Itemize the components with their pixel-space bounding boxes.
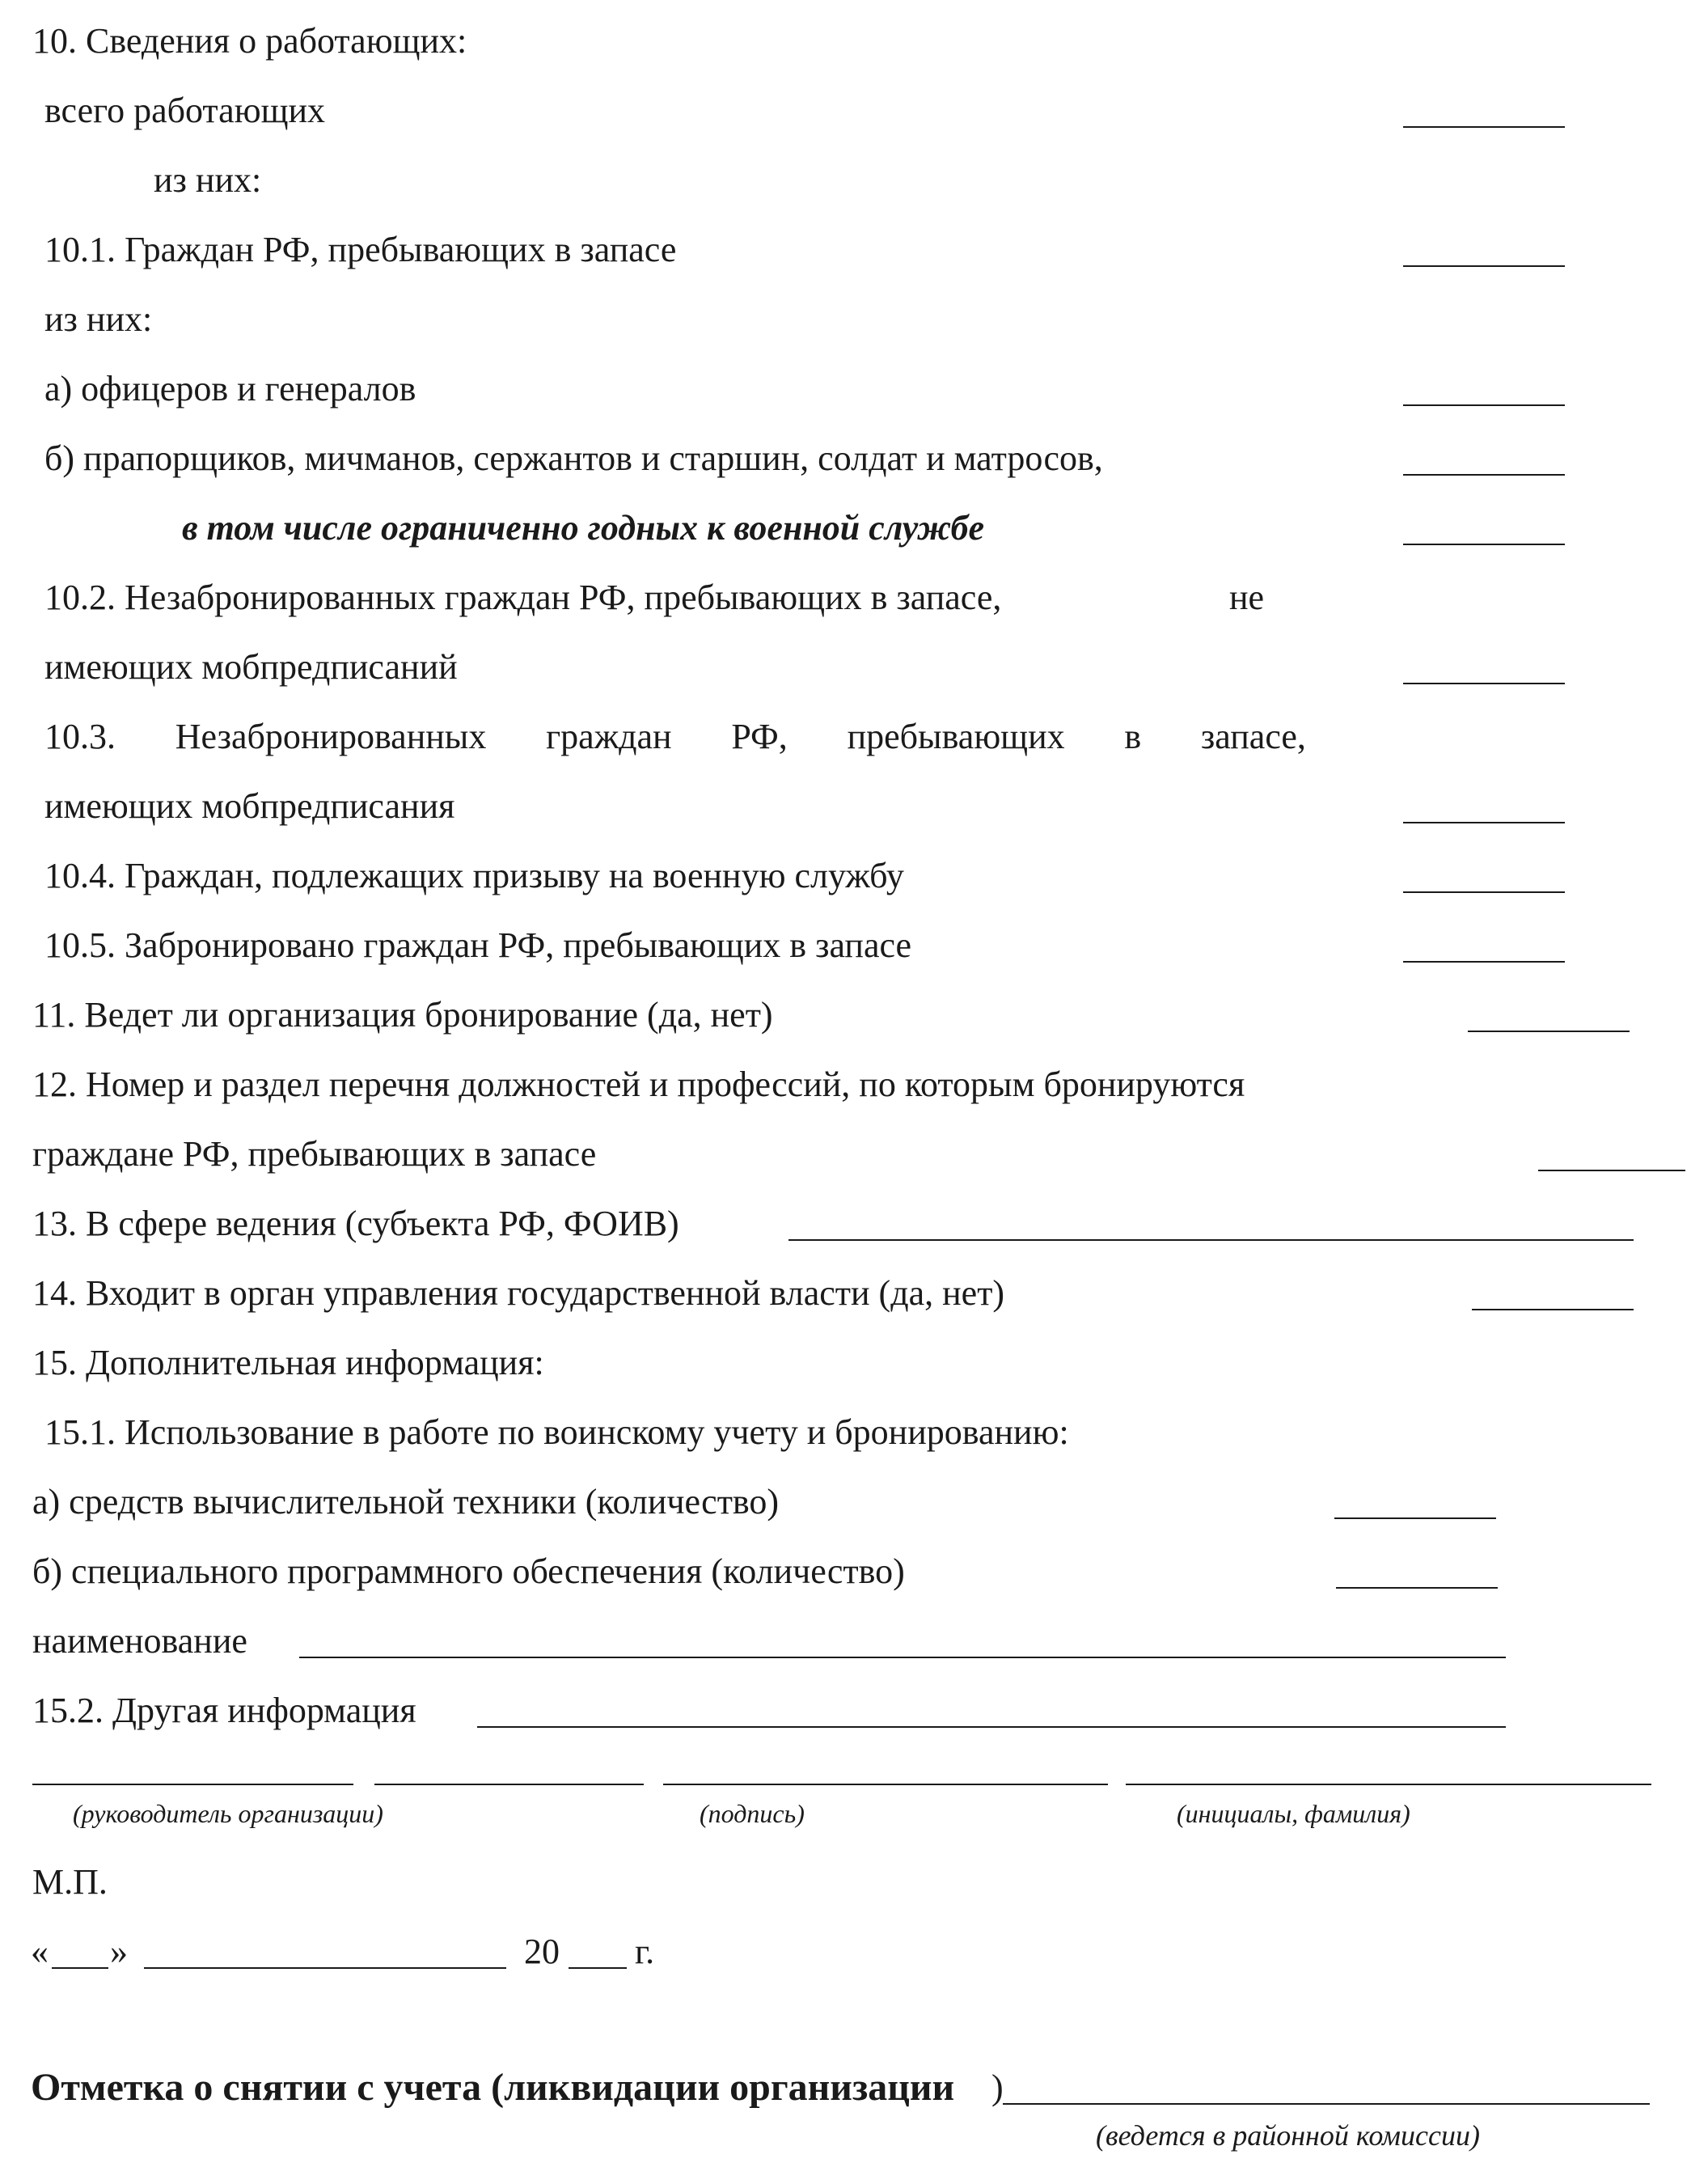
- head-caption: (руководитель организации): [73, 1799, 383, 1828]
- reserved-line: [0, 911, 1691, 980]
- unreserved-no-orders-field[interactable]: [1403, 683, 1565, 684]
- usage-line: [0, 1398, 1691, 1467]
- computers-label: а) средств вычислительной техники (количество): [32, 1482, 780, 1522]
- stamp-label: М.П.: [32, 1862, 108, 1902]
- word: запасе,: [1200, 717, 1306, 756]
- date-line: [0, 1917, 1691, 1987]
- limited-fit-line: [0, 493, 1691, 563]
- sphere-field[interactable]: [788, 1239, 1634, 1241]
- usage-label: 15.1. Использование в работе по воинскому учету и бронированию:: [44, 1412, 1069, 1452]
- unreserved-orders-field[interactable]: [1403, 822, 1565, 823]
- word: 10.3.: [44, 717, 116, 756]
- removal-close-paren: ): [991, 2068, 1004, 2107]
- list-number-line-2: [0, 1120, 1691, 1189]
- unreserved-no-orders-line-1: [0, 563, 1691, 633]
- sphere-label: 13. В сфере ведения (субъекта РФ, ФОИВ): [32, 1204, 679, 1243]
- other-info-label: 15.2. Другая информация: [32, 1691, 416, 1730]
- total-workers-line: [0, 76, 1691, 146]
- computers-field[interactable]: [1334, 1517, 1496, 1519]
- of-them-line-1: [0, 146, 1691, 215]
- of-them-line-2: [0, 285, 1691, 354]
- soldiers-field[interactable]: [1403, 474, 1565, 476]
- sphere-line: [0, 1189, 1691, 1259]
- software-name-label: наименование: [32, 1621, 247, 1661]
- software-name-field[interactable]: [299, 1657, 1506, 1658]
- section-15-heading-line: [0, 1328, 1691, 1398]
- soldiers-label: б) прапорщиков, мичманов, сержантов и старшин, солдат и матросов,: [44, 438, 1103, 478]
- date-close-quote: »: [110, 1932, 128, 1971]
- officers-line: [0, 354, 1691, 424]
- software-name-line: [0, 1606, 1691, 1676]
- reserved-label: 10.5. Забронировано граждан РФ, пребывающих в запасе: [44, 925, 912, 965]
- list-number-line-1: [0, 1050, 1691, 1120]
- date-month-field[interactable]: [144, 1967, 506, 1969]
- software-line: [0, 1537, 1691, 1606]
- software-field[interactable]: [1336, 1587, 1498, 1589]
- date-year-field[interactable]: [569, 1967, 627, 1969]
- reserve-citizens-field[interactable]: [1403, 265, 1565, 267]
- conscription-field[interactable]: [1403, 891, 1565, 893]
- other-info-field[interactable]: [477, 1726, 1506, 1728]
- officers-field[interactable]: [1403, 404, 1565, 406]
- unreserved-no-orders-label: 10.2. Незабронированных граждан РФ, пребывающих в запасе,: [44, 578, 1002, 617]
- limited-fit-field[interactable]: [1403, 544, 1565, 545]
- word: в: [1124, 717, 1142, 756]
- booking-line: [0, 980, 1691, 1050]
- other-info-line: [0, 1676, 1691, 1746]
- gov-body-field[interactable]: [1472, 1309, 1634, 1310]
- date-century: 20: [524, 1932, 560, 1971]
- gov-body-label: 14. Входит в орган управления государственной власти (да, нет): [32, 1273, 1005, 1313]
- stamp-line: [0, 1848, 1691, 1917]
- removal-line: [0, 2053, 1691, 2123]
- unreserved-orders-line-2: [0, 772, 1691, 841]
- of-them-label-1: из них:: [154, 160, 262, 200]
- unreserved-no-orders-ne: не: [1229, 578, 1265, 617]
- word: РФ,: [731, 717, 788, 756]
- unreserved-orders-line-1: [0, 702, 1691, 772]
- of-them-label-2: из них:: [44, 299, 153, 339]
- limited-fit-label: в том числе ограниченно годных к военной службе: [182, 508, 985, 548]
- reserve-citizens-label: 10.1. Граждан РФ, пребывающих в запасе: [44, 230, 677, 269]
- reserved-field[interactable]: [1403, 961, 1565, 963]
- head-position-field[interactable]: [32, 1784, 353, 1785]
- total-workers-field[interactable]: [1403, 126, 1565, 128]
- conscription-label: 10.4. Граждан, подлежащих призыву на военную службу: [44, 856, 904, 895]
- date-day-field[interactable]: [52, 1967, 108, 1969]
- officers-label: а) офицеров и генералов: [44, 369, 416, 408]
- software-label: б) специального программного обеспечения (количество): [32, 1551, 905, 1591]
- head-extra-field[interactable]: [374, 1784, 644, 1785]
- reserve-citizens-line: [0, 215, 1691, 285]
- list-number-label: 12. Номер и раздел перечня должностей и профессий, по которым бронируются: [32, 1064, 1245, 1104]
- section-15-heading: 15. Дополнительная информация:: [32, 1343, 544, 1382]
- word: граждан: [546, 717, 672, 756]
- date-open-quote: «: [31, 1932, 49, 1971]
- unreserved-orders-label-2: имеющих мобпредписания: [44, 786, 455, 826]
- name-field[interactable]: [1126, 1784, 1651, 1785]
- signature-field[interactable]: [663, 1784, 1108, 1785]
- removal-field[interactable]: [1003, 2103, 1650, 2105]
- date-year-suffix: г.: [635, 1932, 655, 1971]
- removal-caption: (ведется в районной комиссии): [1096, 2119, 1480, 2152]
- booking-field[interactable]: [1468, 1031, 1630, 1032]
- section-10-heading: 10. Сведения о работающих:: [32, 21, 467, 61]
- section-10-heading-line: [0, 6, 1691, 76]
- conscription-line: [0, 841, 1691, 911]
- removal-label: Отметка о снятии с учета (ликвидации организации: [31, 2066, 955, 2109]
- list-number-label-2: граждане РФ, пребывающих в запасе: [32, 1134, 597, 1174]
- computers-line: [0, 1467, 1691, 1537]
- word: Незабронированных: [175, 717, 487, 756]
- booking-label: 11. Ведет ли организация бронирование (да, нет): [32, 995, 773, 1035]
- word: пребывающих: [847, 717, 1065, 756]
- unreserved-no-orders-label-2: имеющих мобпредписаний: [44, 647, 458, 687]
- soldiers-line: [0, 424, 1691, 493]
- signature-caption: (подпись): [700, 1799, 805, 1828]
- gov-body-line: [0, 1259, 1691, 1328]
- unreserved-orders-words: [44, 702, 1306, 772]
- unreserved-no-orders-line-2: [0, 633, 1691, 702]
- list-number-field[interactable]: [1538, 1170, 1685, 1171]
- name-caption: (инициалы, фамилия): [1177, 1799, 1410, 1828]
- total-workers-label: всего работающих: [44, 91, 325, 130]
